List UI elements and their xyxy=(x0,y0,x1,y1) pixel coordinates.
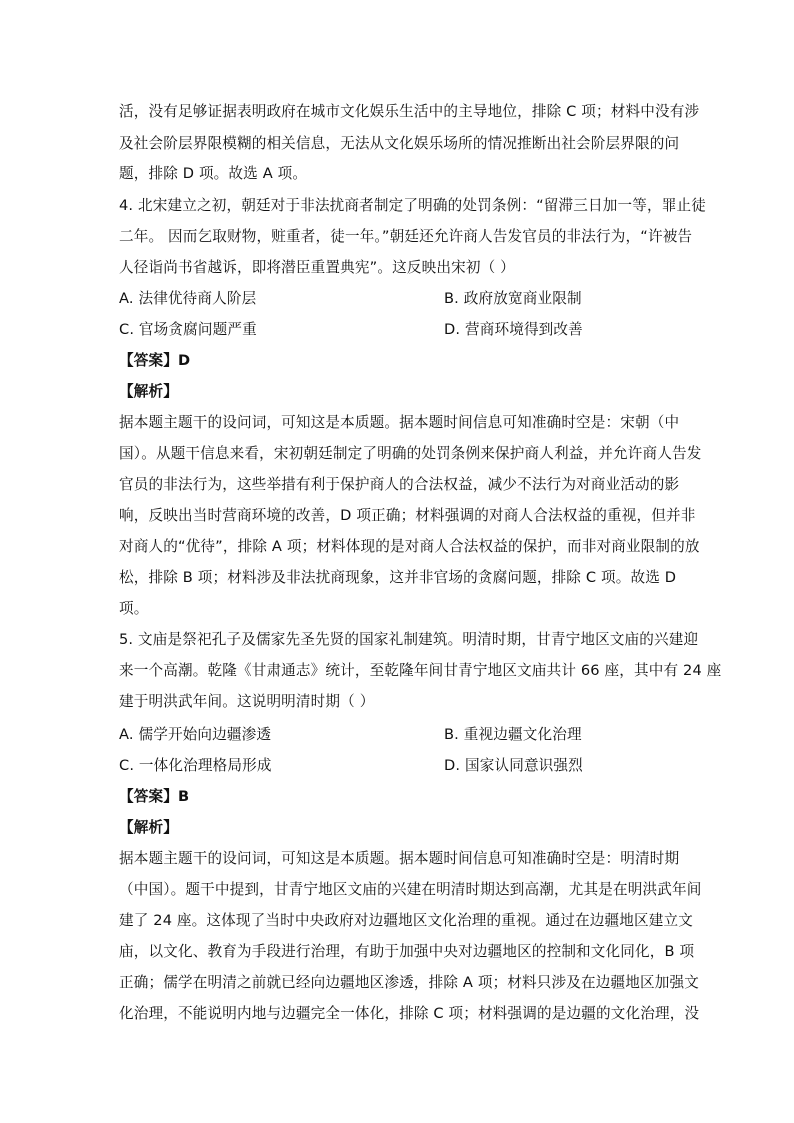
q4-option-d: D. 营商环境得到改善 xyxy=(444,321,583,338)
q5-analysis-line-4: 庙，以文化、教育为手段进行治理，有助于加强中央对边疆地区的控制和文化同化，B 项 xyxy=(119,943,695,960)
q4-option-a: A. 法律优待商人阶层 xyxy=(119,290,257,307)
q4-stem-line-3: 人径诣尚书省越诉，即将潜臣重置典宪”。这反映出宋初（ ） xyxy=(119,259,515,276)
q5-analysis-line-2: （中国）。题干中提到，甘青宁地区文庙的兴建在明清时期达到高潮，尤其是在明洪武年间 xyxy=(119,881,702,898)
q5-analysis-label: 【解析】 xyxy=(119,819,178,836)
q4-analysis-line-7: 项。 xyxy=(119,600,149,617)
q4-option-c: C. 官场贪腐问题严重 xyxy=(119,321,257,338)
q5-analysis-line-5: 正确；儒学在明清之前就已经向边疆地区渗透，排除 A 项；材料只涉及在边疆地区加强文 xyxy=(119,974,699,991)
intro-line-3: 题，排除 D 项。故选 A 项。 xyxy=(119,165,308,182)
q4-analysis-line-1: 据本题主题干的设问词，可知这是本质题。据本题时间信息可知准确时空是：宋朝（中 xyxy=(119,414,680,431)
q5-stem-line-3: 建于明洪武年间。这说明明清时期（ ） xyxy=(119,693,375,710)
q5-stem-line-2: 来一个高潮。乾隆《甘肃通志》统计，至乾隆年间甘青宁地区文庙共计 66 座，其中有 24 座 xyxy=(119,662,722,679)
q4-option-b: B. 政府放宽商业限制 xyxy=(444,290,582,307)
q5-answer: 【答案】B xyxy=(119,788,190,805)
q4-analysis-line-6: 松，排除 B 项；材料涉及非法扰商现象，这并非官场的贪腐问题，排除 C 项。故选 D xyxy=(119,569,677,586)
q5-option-b: B. 重视边疆文化治理 xyxy=(444,726,582,743)
q5-option-a: A. 儒学开始向边疆渗透 xyxy=(119,726,272,743)
intro-line-1: 活，没有足够证据表明政府在城市文化娱乐生活中的主导地位，排除 C 项；材料中没有涉 xyxy=(119,103,700,120)
q5-analysis-line-1: 据本题主题干的设问词，可知这是本质题。据本题时间信息可知准确时空是：明清时期 xyxy=(119,850,680,867)
q4-stem-line-1: 4. 北宋建立之初，朝廷对于非法扰商者制定了明确的处罚条例：“留滞三日加一等，罪止徒 xyxy=(119,197,706,214)
q5-option-d: D. 国家认同意识强烈 xyxy=(444,757,583,774)
q4-analysis-line-3: 官员的非法行为，这些举措有利于保护商人的合法权益，减少不法行为对商业活动的影 xyxy=(119,476,680,493)
q4-stem-line-2: 二年。 因而乞取财物，赃重者，徒一年。”朝廷还允许商人告发官员的非法行为，“许被告 xyxy=(119,228,693,245)
q5-analysis-line-3: 建了 24 座。这体现了当时中央政府对边疆地区文化治理的重视。通过在边疆地区建立文 xyxy=(119,912,693,929)
q4-analysis-line-5: 对商人的“优待”，排除 A 项；材料体现的是对商人合法权益的保护，而非对商业限制的放 xyxy=(119,538,700,555)
q4-answer: 【答案】D xyxy=(119,352,191,369)
q4-analysis-line-2: 国）。从题干信息来看，宋初朝廷制定了明确的处罚条例来保护商人利益，并允许商人告发 xyxy=(119,445,702,462)
q4-analysis-line-4: 响，反映出当时营商环境的改善，D 项正确；材料强调的对商人合法权益的重视，但并非 xyxy=(119,507,696,524)
q4-analysis-label: 【解析】 xyxy=(119,383,178,400)
q5-stem-line-1: 5. 文庙是祭祀孔子及儒家先圣先贤的国家礼制建筑。明清时期，甘青宁地区文庙的兴建迎 xyxy=(119,631,699,648)
q5-analysis-line-6: 化治理，不能说明内地与边疆完全一体化，排除 C 项；材料强调的是边疆的文化治理，没 xyxy=(119,1005,700,1022)
q5-option-c: C. 一体化治理格局形成 xyxy=(119,757,272,774)
intro-line-2: 及社会阶层界限模糊的相关信息，无法从文化娱乐场所的情况推断出社会阶层界限的问 xyxy=(119,135,680,152)
